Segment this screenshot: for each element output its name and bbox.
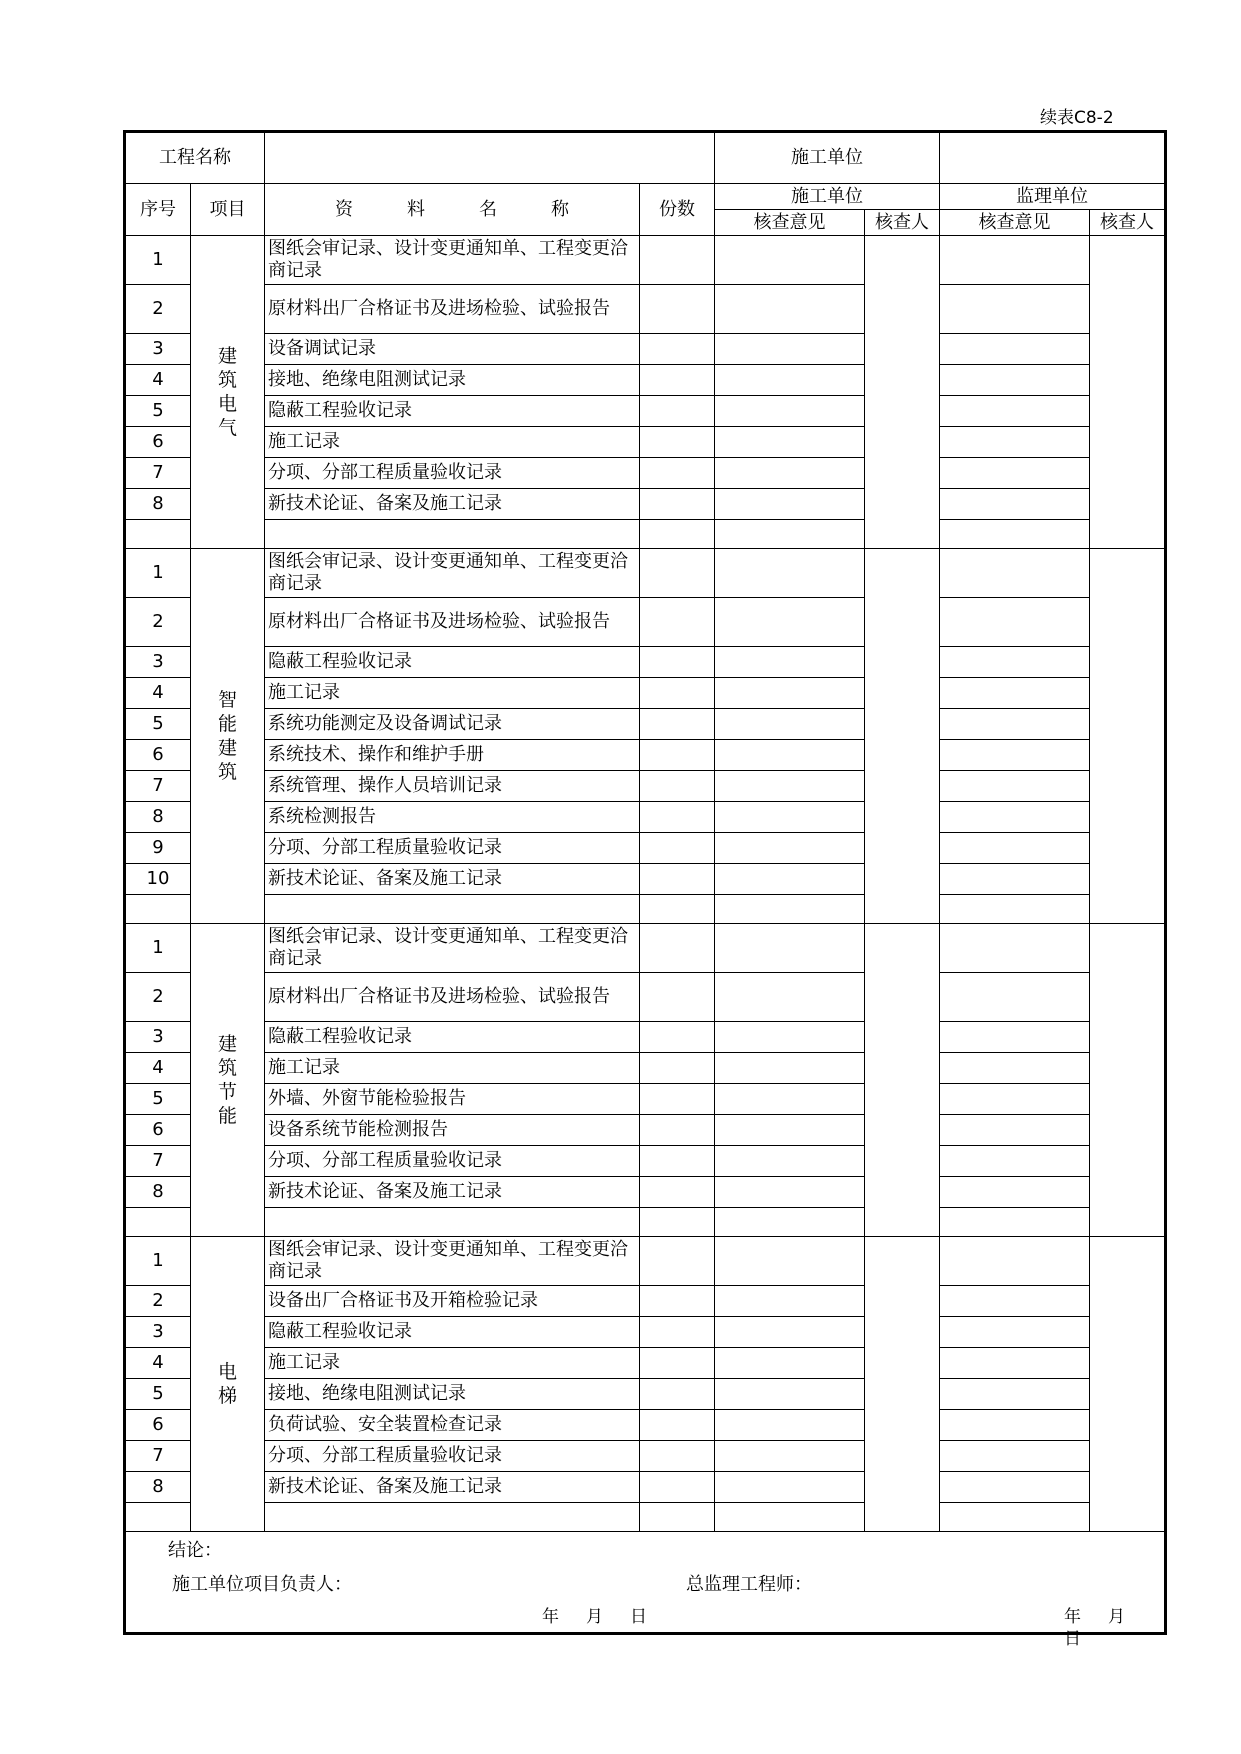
row-supervisor-opinion-cell[interactable] bbox=[940, 365, 1090, 396]
row-contractor-opinion-cell[interactable] bbox=[715, 771, 865, 802]
section-title-char: 筑 bbox=[217, 761, 237, 783]
section-title-char: 能 bbox=[217, 713, 237, 735]
row-contractor-opinion-cell[interactable] bbox=[715, 365, 865, 396]
row-contractor-opinion-cell[interactable] bbox=[715, 1053, 865, 1084]
table-row bbox=[125, 396, 1166, 427]
row-supervisor-opinion-cell[interactable] bbox=[940, 1472, 1090, 1503]
document-name-header bbox=[265, 184, 640, 236]
row-copies-cell[interactable] bbox=[640, 1208, 715, 1237]
row-document-name: 设备系统节能检测报告 bbox=[265, 1115, 640, 1146]
row-supervisor-opinion-cell[interactable] bbox=[940, 740, 1090, 771]
copies-header: 份数 bbox=[640, 184, 715, 236]
row-seq: 7 bbox=[125, 771, 191, 802]
row-contractor-opinion-cell[interactable] bbox=[715, 458, 865, 489]
row-contractor-opinion-cell[interactable] bbox=[715, 1084, 865, 1115]
row-supervisor-opinion-cell[interactable] bbox=[940, 334, 1090, 365]
row-contractor-opinion-cell[interactable] bbox=[715, 924, 865, 973]
row-supervisor-opinion-cell[interactable] bbox=[940, 549, 1090, 598]
row-seq: 1 bbox=[125, 924, 191, 973]
table-row bbox=[125, 1379, 1166, 1410]
row-document-name bbox=[265, 895, 640, 924]
table-row bbox=[125, 1472, 1166, 1503]
section-contractor-checker-cell[interactable] bbox=[865, 1237, 940, 1532]
table-row bbox=[125, 1053, 1166, 1084]
row-seq: 4 bbox=[125, 678, 191, 709]
row-supervisor-opinion-cell[interactable] bbox=[940, 598, 1090, 647]
row-contractor-opinion-cell[interactable] bbox=[715, 1022, 865, 1053]
row-copies-cell[interactable] bbox=[640, 549, 715, 598]
row-supervisor-opinion-cell[interactable] bbox=[940, 285, 1090, 334]
row-seq: 10 bbox=[125, 864, 191, 895]
row-supervisor-opinion-cell[interactable] bbox=[940, 1053, 1090, 1084]
table-row bbox=[125, 1286, 1166, 1317]
row-document-name: 施工记录 bbox=[265, 1348, 640, 1379]
row-contractor-opinion-cell[interactable] bbox=[715, 1286, 865, 1317]
row-seq: 6 bbox=[125, 427, 191, 458]
date-month-label: 月 bbox=[586, 1607, 603, 1627]
table-row bbox=[125, 802, 1166, 833]
table-row bbox=[125, 458, 1166, 489]
row-supervisor-opinion-cell[interactable] bbox=[940, 1348, 1090, 1379]
row-document-name: 接地、绝缘电阻测试记录 bbox=[265, 365, 640, 396]
table-row bbox=[125, 647, 1166, 678]
row-contractor-opinion-cell[interactable] bbox=[715, 1146, 865, 1177]
row-contractor-opinion-cell[interactable] bbox=[715, 973, 865, 1022]
row-supervisor-opinion-cell[interactable] bbox=[940, 489, 1090, 520]
row-document-name: 系统管理、操作人员培训记录 bbox=[265, 771, 640, 802]
section-title-char: 筑 bbox=[217, 1057, 237, 1079]
contractor-group-header: 施工单位 bbox=[715, 184, 940, 210]
row-supervisor-opinion-cell[interactable] bbox=[940, 833, 1090, 864]
row-supervisor-opinion-cell[interactable] bbox=[940, 771, 1090, 802]
row-supervisor-opinion-cell[interactable] bbox=[940, 1115, 1090, 1146]
contractor-label: 施工单位 bbox=[715, 132, 940, 184]
supervisor-date bbox=[1064, 1606, 1164, 1650]
row-document-name: 隐蔽工程验收记录 bbox=[265, 1022, 640, 1053]
project-name-field[interactable] bbox=[265, 132, 715, 184]
row-supervisor-opinion-cell[interactable] bbox=[940, 864, 1090, 895]
date-year-label: 年 bbox=[542, 1607, 559, 1627]
row-contractor-opinion-cell[interactable] bbox=[715, 1503, 865, 1532]
row-document-name: 设备出厂合格证书及开箱检验记录 bbox=[265, 1286, 640, 1317]
row-seq bbox=[125, 895, 191, 924]
section-title-char: 智 bbox=[217, 689, 237, 711]
row-supervisor-opinion-cell[interactable] bbox=[940, 458, 1090, 489]
table-row bbox=[125, 740, 1166, 771]
row-copies-cell[interactable] bbox=[640, 924, 715, 973]
row-document-name: 原材料出厂合格证书及进场检验、试验报告 bbox=[265, 598, 640, 647]
row-document-name: 图纸会审记录、设计变更通知单、工程变更洽商记录 bbox=[265, 549, 640, 598]
row-document-name: 系统技术、操作和维护手册 bbox=[265, 740, 640, 771]
row-copies-cell[interactable] bbox=[640, 1115, 715, 1146]
table-row bbox=[125, 549, 1166, 598]
contractor-field[interactable] bbox=[940, 132, 1166, 184]
row-copies-cell[interactable] bbox=[640, 833, 715, 864]
row-seq: 4 bbox=[125, 1348, 191, 1379]
table-row bbox=[125, 365, 1166, 396]
table-row bbox=[125, 1410, 1166, 1441]
row-copies-cell[interactable] bbox=[640, 802, 715, 833]
row-seq: 3 bbox=[125, 334, 191, 365]
row-seq: 5 bbox=[125, 396, 191, 427]
conclusion-row bbox=[125, 1532, 1166, 1634]
contractor-date bbox=[542, 1606, 674, 1628]
row-supervisor-opinion-cell[interactable] bbox=[940, 709, 1090, 740]
row-seq: 8 bbox=[125, 1177, 191, 1208]
row-document-name: 隐蔽工程验收记录 bbox=[265, 1317, 640, 1348]
supervisor-checker-header: 核查人 bbox=[1090, 210, 1166, 236]
table-row bbox=[125, 771, 1166, 802]
supervisor-opinion-header: 核查意见 bbox=[940, 210, 1090, 236]
section-contractor-checker-cell[interactable] bbox=[865, 549, 940, 924]
row-copies-cell[interactable] bbox=[640, 1317, 715, 1348]
row-copies-cell[interactable] bbox=[640, 771, 715, 802]
row-contractor-opinion-cell[interactable] bbox=[715, 396, 865, 427]
table-row bbox=[125, 1146, 1166, 1177]
row-supervisor-opinion-cell[interactable] bbox=[940, 895, 1090, 924]
document-name-header-char: 名 bbox=[479, 198, 497, 220]
row-contractor-opinion-cell[interactable] bbox=[715, 236, 865, 285]
row-supervisor-opinion-cell[interactable] bbox=[940, 1286, 1090, 1317]
row-seq: 1 bbox=[125, 1237, 191, 1286]
row-copies-cell[interactable] bbox=[640, 396, 715, 427]
section-contractor-checker-cell[interactable] bbox=[865, 236, 940, 549]
row-supervisor-opinion-cell[interactable] bbox=[940, 1146, 1090, 1177]
table-row bbox=[125, 895, 1166, 924]
row-seq: 5 bbox=[125, 1084, 191, 1115]
row-copies-cell[interactable] bbox=[640, 1022, 715, 1053]
row-contractor-opinion-cell[interactable] bbox=[715, 427, 865, 458]
row-copies-cell[interactable] bbox=[640, 973, 715, 1022]
row-copies-cell[interactable] bbox=[640, 1379, 715, 1410]
row-seq: 6 bbox=[125, 1115, 191, 1146]
row-supervisor-opinion-cell[interactable] bbox=[940, 678, 1090, 709]
section-title-char: 节 bbox=[217, 1081, 237, 1103]
row-seq: 6 bbox=[125, 740, 191, 771]
row-copies-cell[interactable] bbox=[640, 334, 715, 365]
row-supervisor-opinion-cell[interactable] bbox=[940, 1410, 1090, 1441]
row-seq: 2 bbox=[125, 598, 191, 647]
section-title-char: 建 bbox=[217, 1033, 237, 1055]
project-name-label: 工程名称 bbox=[125, 132, 265, 184]
row-contractor-opinion-cell[interactable] bbox=[715, 1472, 865, 1503]
row-document-name bbox=[265, 520, 640, 549]
row-seq: 2 bbox=[125, 285, 191, 334]
row-contractor-opinion-cell[interactable] bbox=[715, 647, 865, 678]
row-document-name: 分项、分部工程质量验收记录 bbox=[265, 833, 640, 864]
row-contractor-opinion-cell[interactable] bbox=[715, 1115, 865, 1146]
table-row bbox=[125, 1237, 1166, 1286]
row-supervisor-opinion-cell[interactable] bbox=[940, 1503, 1090, 1532]
item-header: 项目 bbox=[191, 184, 265, 236]
row-contractor-opinion-cell[interactable] bbox=[715, 489, 865, 520]
row-supervisor-opinion-cell[interactable] bbox=[940, 1208, 1090, 1237]
row-seq bbox=[125, 1503, 191, 1532]
row-copies-cell[interactable] bbox=[640, 1441, 715, 1472]
row-contractor-opinion-cell[interactable] bbox=[715, 1237, 865, 1286]
row-contractor-opinion-cell[interactable] bbox=[715, 895, 865, 924]
row-seq: 7 bbox=[125, 1146, 191, 1177]
row-seq: 3 bbox=[125, 647, 191, 678]
row-contractor-opinion-cell[interactable] bbox=[715, 285, 865, 334]
row-seq: 3 bbox=[125, 1022, 191, 1053]
row-contractor-opinion-cell[interactable] bbox=[715, 833, 865, 864]
date-year-label: 年 bbox=[1064, 1607, 1081, 1627]
section-title bbox=[191, 549, 265, 924]
row-document-name bbox=[265, 1503, 640, 1532]
table-row bbox=[125, 1084, 1166, 1115]
row-copies-cell[interactable] bbox=[640, 740, 715, 771]
row-copies-cell[interactable] bbox=[640, 647, 715, 678]
section-supervisor-checker-cell[interactable] bbox=[1090, 236, 1166, 549]
row-seq: 4 bbox=[125, 365, 191, 396]
row-supervisor-opinion-cell[interactable] bbox=[940, 1237, 1090, 1286]
section-title-char: 建 bbox=[217, 737, 237, 759]
row-document-name: 图纸会审记录、设计变更通知单、工程变更洽商记录 bbox=[265, 236, 640, 285]
contractor-manager-signature-label: 施工单位项目负责人： bbox=[172, 1574, 352, 1595]
row-document-name: 负荷试验、安全装置检查记录 bbox=[265, 1410, 640, 1441]
form-code: 续表C8-2 bbox=[1040, 108, 1114, 128]
row-copies-cell[interactable] bbox=[640, 489, 715, 520]
row-supervisor-opinion-cell[interactable] bbox=[940, 924, 1090, 973]
row-copies-cell[interactable] bbox=[640, 1177, 715, 1208]
date-month-label: 月 bbox=[1108, 1607, 1125, 1627]
row-document-name: 新技术论证、备案及施工记录 bbox=[265, 489, 640, 520]
document-name-header-char: 料 bbox=[407, 198, 425, 220]
row-document-name: 图纸会审记录、设计变更通知单、工程变更洽商记录 bbox=[265, 924, 640, 973]
row-copies-cell[interactable] bbox=[640, 895, 715, 924]
row-copies-cell[interactable] bbox=[640, 1410, 715, 1441]
row-copies-cell[interactable] bbox=[640, 709, 715, 740]
table-row bbox=[125, 520, 1166, 549]
row-copies-cell[interactable] bbox=[640, 1237, 715, 1286]
row-seq: 6 bbox=[125, 1410, 191, 1441]
row-seq: 7 bbox=[125, 1441, 191, 1472]
date-day-label: 日 bbox=[1064, 1629, 1081, 1649]
row-seq: 4 bbox=[125, 1053, 191, 1084]
row-document-name: 原材料出厂合格证书及进场检验、试验报告 bbox=[265, 973, 640, 1022]
row-supervisor-opinion-cell[interactable] bbox=[940, 1317, 1090, 1348]
section-title-char: 建 bbox=[217, 345, 237, 367]
row-copies-cell[interactable] bbox=[640, 520, 715, 549]
table-row bbox=[125, 1177, 1166, 1208]
table-row bbox=[125, 427, 1166, 458]
row-copies-cell[interactable] bbox=[640, 864, 715, 895]
section-title-char: 梯 bbox=[217, 1385, 237, 1407]
conclusion-label: 结论： bbox=[168, 1540, 222, 1561]
section-title-char: 电 bbox=[217, 1361, 237, 1383]
row-seq: 9 bbox=[125, 833, 191, 864]
conclusion-cell[interactable] bbox=[125, 1532, 1166, 1649]
table-row bbox=[125, 489, 1166, 520]
row-contractor-opinion-cell[interactable] bbox=[715, 1441, 865, 1472]
row-copies-cell[interactable] bbox=[640, 427, 715, 458]
section-supervisor-checker-cell[interactable] bbox=[1090, 1237, 1166, 1532]
row-document-name: 分项、分部工程质量验收记录 bbox=[265, 1441, 640, 1472]
row-contractor-opinion-cell[interactable] bbox=[715, 1348, 865, 1379]
table-row bbox=[125, 236, 1166, 285]
row-contractor-opinion-cell[interactable] bbox=[715, 802, 865, 833]
section-contractor-checker-cell[interactable] bbox=[865, 924, 940, 1237]
row-supervisor-opinion-cell[interactable] bbox=[940, 427, 1090, 458]
section-supervisor-checker-cell[interactable] bbox=[1090, 549, 1166, 924]
row-seq: 1 bbox=[125, 549, 191, 598]
row-copies-cell[interactable] bbox=[640, 1348, 715, 1379]
row-contractor-opinion-cell[interactable] bbox=[715, 1317, 865, 1348]
supervisor-group-header: 监理单位 bbox=[940, 184, 1166, 210]
row-document-name: 隐蔽工程验收记录 bbox=[265, 647, 640, 678]
table-row bbox=[125, 1348, 1166, 1379]
row-document-name: 施工记录 bbox=[265, 678, 640, 709]
contractor-opinion-header: 核查意见 bbox=[715, 210, 865, 236]
row-document-name: 外墙、外窗节能检验报告 bbox=[265, 1084, 640, 1115]
section-title-char: 气 bbox=[217, 417, 237, 439]
row-supervisor-opinion-cell[interactable] bbox=[940, 1084, 1090, 1115]
row-contractor-opinion-cell[interactable] bbox=[715, 740, 865, 771]
table-row bbox=[125, 924, 1166, 973]
row-contractor-opinion-cell[interactable] bbox=[715, 709, 865, 740]
row-seq: 8 bbox=[125, 489, 191, 520]
row-document-name: 隐蔽工程验收记录 bbox=[265, 396, 640, 427]
section-title-char: 能 bbox=[217, 1105, 237, 1127]
row-document-name bbox=[265, 1208, 640, 1237]
row-copies-cell[interactable] bbox=[640, 598, 715, 647]
table-row bbox=[125, 334, 1166, 365]
row-copies-cell[interactable] bbox=[640, 1053, 715, 1084]
row-supervisor-opinion-cell[interactable] bbox=[940, 396, 1090, 427]
row-copies-cell[interactable] bbox=[640, 1146, 715, 1177]
row-copies-cell[interactable] bbox=[640, 236, 715, 285]
row-copies-cell[interactable] bbox=[640, 1472, 715, 1503]
row-document-name: 新技术论证、备案及施工记录 bbox=[265, 864, 640, 895]
row-contractor-opinion-cell[interactable] bbox=[715, 678, 865, 709]
document-name-header-char: 称 bbox=[551, 198, 569, 220]
row-seq: 5 bbox=[125, 709, 191, 740]
section-title-char: 筑 bbox=[217, 369, 237, 391]
row-copies-cell[interactable] bbox=[640, 1084, 715, 1115]
row-supervisor-opinion-cell[interactable] bbox=[940, 973, 1090, 1022]
row-document-name: 设备调试记录 bbox=[265, 334, 640, 365]
row-supervisor-opinion-cell[interactable] bbox=[940, 236, 1090, 285]
row-contractor-opinion-cell[interactable] bbox=[715, 549, 865, 598]
row-seq: 5 bbox=[125, 1379, 191, 1410]
header-row-project bbox=[125, 132, 1166, 184]
row-seq: 8 bbox=[125, 1472, 191, 1503]
section-title bbox=[191, 1237, 265, 1532]
row-supervisor-opinion-cell[interactable] bbox=[940, 1441, 1090, 1472]
row-document-name: 原材料出厂合格证书及进场检验、试验报告 bbox=[265, 285, 640, 334]
row-copies-cell[interactable] bbox=[640, 285, 715, 334]
table-row bbox=[125, 598, 1166, 647]
row-copies-cell[interactable] bbox=[640, 678, 715, 709]
chief-supervisor-signature-label: 总监理工程师： bbox=[686, 1574, 812, 1595]
row-supervisor-opinion-cell[interactable] bbox=[940, 1022, 1090, 1053]
table-row bbox=[125, 864, 1166, 895]
row-seq: 3 bbox=[125, 1317, 191, 1348]
document-name-header-char: 资 bbox=[335, 198, 353, 220]
row-contractor-opinion-cell[interactable] bbox=[715, 1177, 865, 1208]
row-document-name: 系统检测报告 bbox=[265, 802, 640, 833]
row-document-name: 图纸会审记录、设计变更通知单、工程变更洽商记录 bbox=[265, 1237, 640, 1286]
table-row bbox=[125, 709, 1166, 740]
table-row bbox=[125, 1441, 1166, 1472]
table-row bbox=[125, 1317, 1166, 1348]
row-contractor-opinion-cell[interactable] bbox=[715, 1410, 865, 1441]
row-supervisor-opinion-cell[interactable] bbox=[940, 647, 1090, 678]
table-row bbox=[125, 833, 1166, 864]
row-document-name: 新技术论证、备案及施工记录 bbox=[265, 1472, 640, 1503]
table-row bbox=[125, 1115, 1166, 1146]
row-document-name: 接地、绝缘电阻测试记录 bbox=[265, 1379, 640, 1410]
seq-header: 序号 bbox=[125, 184, 191, 236]
row-contractor-opinion-cell[interactable] bbox=[715, 864, 865, 895]
row-seq: 8 bbox=[125, 802, 191, 833]
row-contractor-opinion-cell[interactable] bbox=[715, 1208, 865, 1237]
row-seq bbox=[125, 1208, 191, 1237]
row-document-name: 系统功能测定及设备调试记录 bbox=[265, 709, 640, 740]
row-copies-cell[interactable] bbox=[640, 1503, 715, 1532]
section-title bbox=[191, 236, 265, 549]
row-seq: 1 bbox=[125, 236, 191, 285]
row-contractor-opinion-cell[interactable] bbox=[715, 598, 865, 647]
contractor-checker-header: 核查人 bbox=[865, 210, 940, 236]
row-seq: 7 bbox=[125, 458, 191, 489]
table-row bbox=[125, 1208, 1166, 1237]
table-row bbox=[125, 1022, 1166, 1053]
date-day-label: 日 bbox=[630, 1607, 647, 1627]
row-supervisor-opinion-cell[interactable] bbox=[940, 1379, 1090, 1410]
review-table bbox=[123, 130, 1167, 1649]
table-row bbox=[125, 973, 1166, 1022]
row-document-name: 施工记录 bbox=[265, 1053, 640, 1084]
row-document-name: 分项、分部工程质量验收记录 bbox=[265, 458, 640, 489]
row-supervisor-opinion-cell[interactable] bbox=[940, 520, 1090, 549]
row-seq: 2 bbox=[125, 1286, 191, 1317]
section-supervisor-checker-cell[interactable] bbox=[1090, 924, 1166, 1237]
row-supervisor-opinion-cell[interactable] bbox=[940, 802, 1090, 833]
row-seq bbox=[125, 520, 191, 549]
row-supervisor-opinion-cell[interactable] bbox=[940, 1177, 1090, 1208]
section-title bbox=[191, 924, 265, 1237]
row-document-name: 分项、分部工程质量验收记录 bbox=[265, 1146, 640, 1177]
column-header-row bbox=[125, 184, 1166, 210]
row-contractor-opinion-cell[interactable] bbox=[715, 334, 865, 365]
row-copies-cell[interactable] bbox=[640, 365, 715, 396]
section-title-char: 电 bbox=[217, 393, 237, 415]
row-seq: 2 bbox=[125, 973, 191, 1022]
row-copies-cell[interactable] bbox=[640, 458, 715, 489]
row-copies-cell[interactable] bbox=[640, 1286, 715, 1317]
table-row bbox=[125, 285, 1166, 334]
row-document-name: 新技术论证、备案及施工记录 bbox=[265, 1177, 640, 1208]
table-row bbox=[125, 678, 1166, 709]
row-contractor-opinion-cell[interactable] bbox=[715, 1379, 865, 1410]
table-row bbox=[125, 1503, 1166, 1532]
row-document-name: 施工记录 bbox=[265, 427, 640, 458]
row-contractor-opinion-cell[interactable] bbox=[715, 520, 865, 549]
